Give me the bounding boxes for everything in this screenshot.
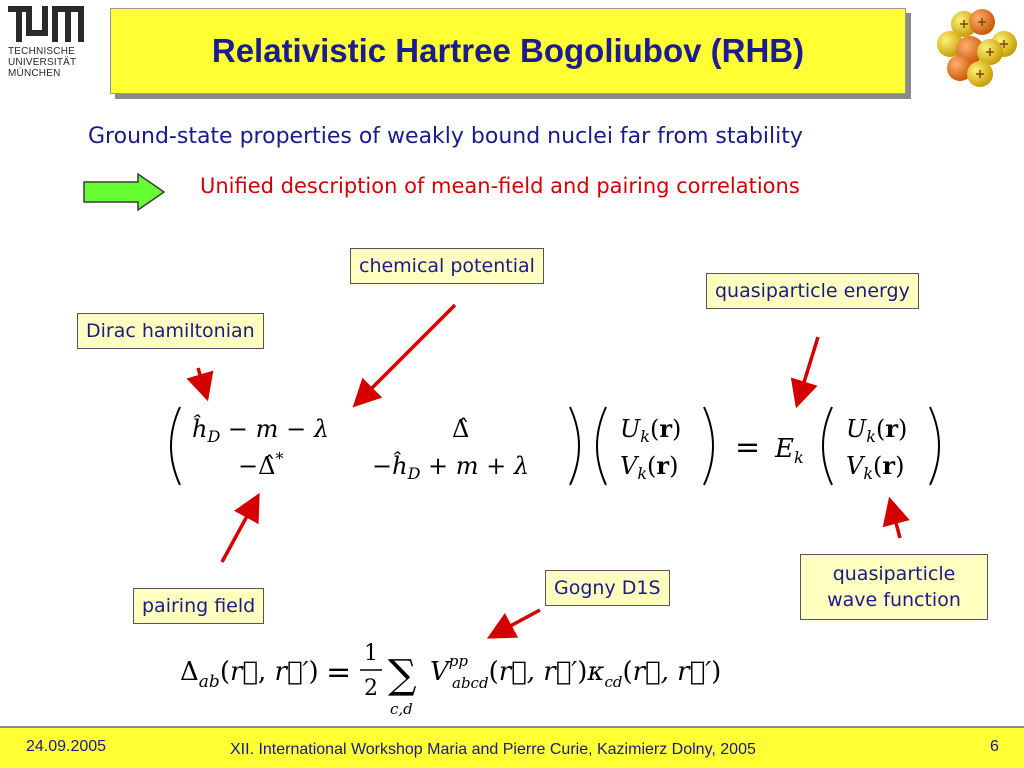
svg-text:c,d: c,d	[390, 700, 413, 718]
svg-text:2: 2	[364, 676, 378, 701]
logo-line: MÜNCHEN	[8, 68, 61, 79]
svg-text:−Δ̂*: −Δ̂*	[238, 449, 284, 480]
svg-text:Uk(r): $U_k(r)$	[620, 414, 682, 446]
svg-text:∑: ∑	[388, 652, 417, 698]
svg-text:−ĥD + m + λ: $-ĥ_D + m + \lambda$	[372, 452, 530, 483]
label-text-line: quasiparticle	[832, 563, 956, 585]
svg-text:Δ̂: Δ̂	[452, 415, 470, 443]
svg-text:Ek: $E_k$	[775, 434, 804, 467]
svg-text:Uk(r): $U_k(r)$	[846, 414, 908, 446]
red-arrow-energy	[797, 337, 818, 405]
logo-line: TECHNISCHE	[8, 46, 76, 57]
svg-text:Vk(r): $V_k(r)$	[846, 451, 905, 483]
unified-description: Unified description of mean-field and pairing correlations	[200, 174, 800, 198]
label-text: pairing field	[142, 595, 256, 617]
svg-text:ĥD − m − λ: $ĥ_D - m - \lambda$	[192, 415, 330, 446]
logo-line: UNIVERSITÄT	[8, 57, 77, 68]
svg-text:Vk(r): $V_k(r)$	[620, 451, 679, 483]
svg-text:Vppabcd(r⃗, r⃗′)κcd(r⃗, r⃗′): $V^{pp}$ abcd(r⃗, $r⃗')\kappa_{cd}(r⃗$, r⃗′)	[430, 652, 722, 692]
matrix-paren-left	[171, 407, 180, 485]
svg-text:Δab(r⃗, r⃗′): $\Delta_{ab}(r⃗$, r⃗′)	[180, 657, 319, 692]
footer-bar	[0, 726, 1024, 768]
label-text: quasiparticle energy	[715, 280, 910, 302]
page-number: 6	[990, 738, 999, 755]
label-text: Dirac hamiltonian	[86, 320, 255, 342]
footer-date: 24.09.2005	[26, 738, 107, 755]
label-text-line: wave function	[827, 589, 961, 611]
red-arrow-pairing	[222, 496, 258, 562]
red-arrow-gogny	[490, 610, 540, 637]
svg-text:=: =	[735, 430, 761, 465]
matrix-paren-right	[570, 407, 579, 485]
slide-title: Relativistic Hartree Bogoliubov (RHB)	[211, 32, 805, 69]
svg-text:1: 1	[364, 641, 378, 666]
label-text: chemical potential	[359, 255, 535, 277]
label-text: Gogny D1S	[554, 577, 661, 599]
red-arrow-dirac	[198, 368, 207, 398]
subtitle: Ground-state properties of weakly bound nuclei far from stability	[88, 124, 803, 149]
red-arrow-wavefunction	[890, 500, 900, 538]
svg-text:=: =	[326, 655, 352, 690]
red-arrow-chemical	[355, 305, 455, 405]
footer-conference: XII. International Workshop Maria and Pierre Curie, Kazimierz Dolny, 2005	[230, 741, 756, 758]
